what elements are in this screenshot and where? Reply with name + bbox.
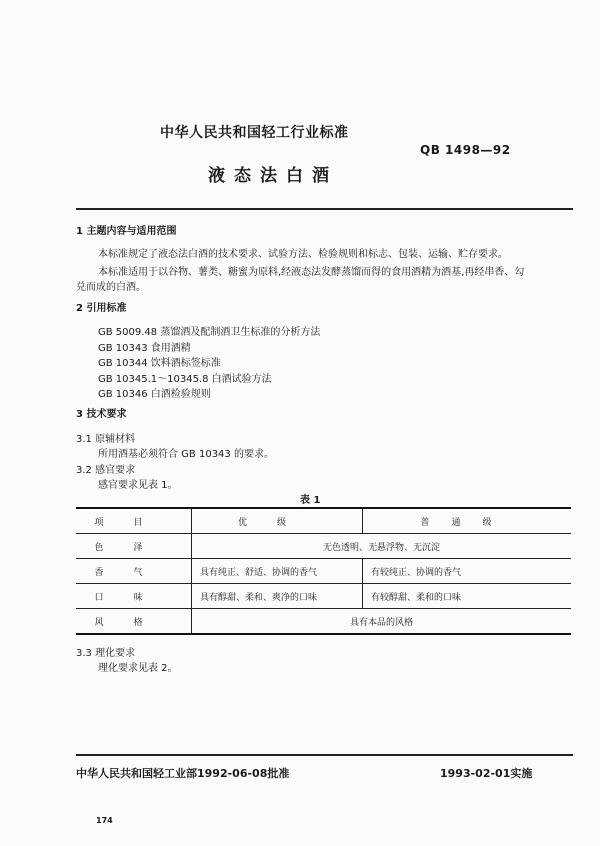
table-row bbox=[76, 609, 571, 635]
section-1-paragraph-2b: 兑而成的白酒。 bbox=[76, 282, 146, 293]
header-rule bbox=[76, 208, 573, 210]
header-cell-good: 优级 bbox=[192, 508, 363, 534]
reference-item: GB 5009.48 蒸馏酒及配制酒卫生标准的分析方法 bbox=[98, 327, 321, 338]
document-title: 液态法白酒 bbox=[208, 166, 338, 186]
section-3-3-heading: 3.3 理化要求 bbox=[76, 648, 136, 659]
reference-item: GB 10344 饮料酒标签标准 bbox=[98, 358, 221, 369]
header-cell-normal: 普通级 bbox=[363, 508, 572, 534]
table-row bbox=[76, 534, 571, 559]
row-item-cell: 口味 bbox=[76, 584, 192, 609]
section-3-3-text: 理化要求见表 2。 bbox=[98, 663, 178, 674]
issuing-agency: 中华人民共和国轻工行业标准 bbox=[160, 125, 349, 141]
reference-item: GB 10346 白酒检验规则 bbox=[98, 389, 211, 400]
reference-item: GB 10343 食用酒精 bbox=[98, 343, 191, 354]
row-item-cell: 色泽 bbox=[76, 534, 192, 559]
table-row bbox=[76, 584, 571, 609]
table-1 bbox=[76, 507, 571, 635]
table-1-caption: 表 1 bbox=[300, 495, 321, 506]
section-1-paragraph-2a: 本标准适用于以谷物、薯类、糖蜜为原料,经液态法发酵蒸馏而得的食用酒精为酒基,再经串香、勾 bbox=[98, 267, 525, 278]
section-3-2-text: 感官要求见表 1。 bbox=[98, 480, 178, 491]
row-item-cell: 风格 bbox=[76, 609, 192, 635]
table-row bbox=[76, 559, 571, 584]
standard-code: QB 1498—92 bbox=[420, 143, 511, 157]
section-3-heading: 3 技术要求 bbox=[76, 409, 127, 420]
section-3-1-text: 所用酒基必须符合 GB 10343 的要求。 bbox=[98, 449, 274, 460]
row-item-cell: 香气 bbox=[76, 559, 192, 584]
row-normal-cell: 有较纯正、协调的香气 bbox=[363, 559, 572, 584]
row-good-cell: 具有纯正、舒适、协调的香气 bbox=[192, 559, 363, 584]
approval-line: 中华人民共和国轻工业部1992-06-08批准 bbox=[76, 767, 290, 780]
section-1-paragraph-1: 本标准规定了液态法白酒的技术要求、试验方法、检验规则和标志、包装、运输、贮存要求。 bbox=[98, 249, 508, 260]
footer-rule bbox=[76, 754, 573, 756]
section-2-heading: 2 引用标准 bbox=[76, 303, 127, 314]
page-number: 174 bbox=[96, 816, 113, 825]
row-merged-cell: 无色透明、无悬浮物、无沉淀 bbox=[192, 534, 572, 559]
section-1-heading: 1 主题内容与适用范围 bbox=[76, 226, 177, 237]
section-3-1-heading: 3.1 原辅材料 bbox=[76, 434, 136, 445]
row-good-cell: 具有醇甜、柔和、爽净的口味 bbox=[192, 584, 363, 609]
row-normal-cell: 有较醇甜、柔和的口味 bbox=[363, 584, 572, 609]
header-cell-item: 项目 bbox=[76, 508, 192, 534]
row-merged-cell: 具有本品的风格 bbox=[192, 609, 572, 635]
table-header-row bbox=[76, 508, 571, 534]
reference-item: GB 10345.1～10345.8 白酒试验方法 bbox=[98, 374, 272, 385]
implementation-date: 1993-02-01实施 bbox=[440, 767, 533, 780]
section-3-2-heading: 3.2 感官要求 bbox=[76, 465, 136, 476]
